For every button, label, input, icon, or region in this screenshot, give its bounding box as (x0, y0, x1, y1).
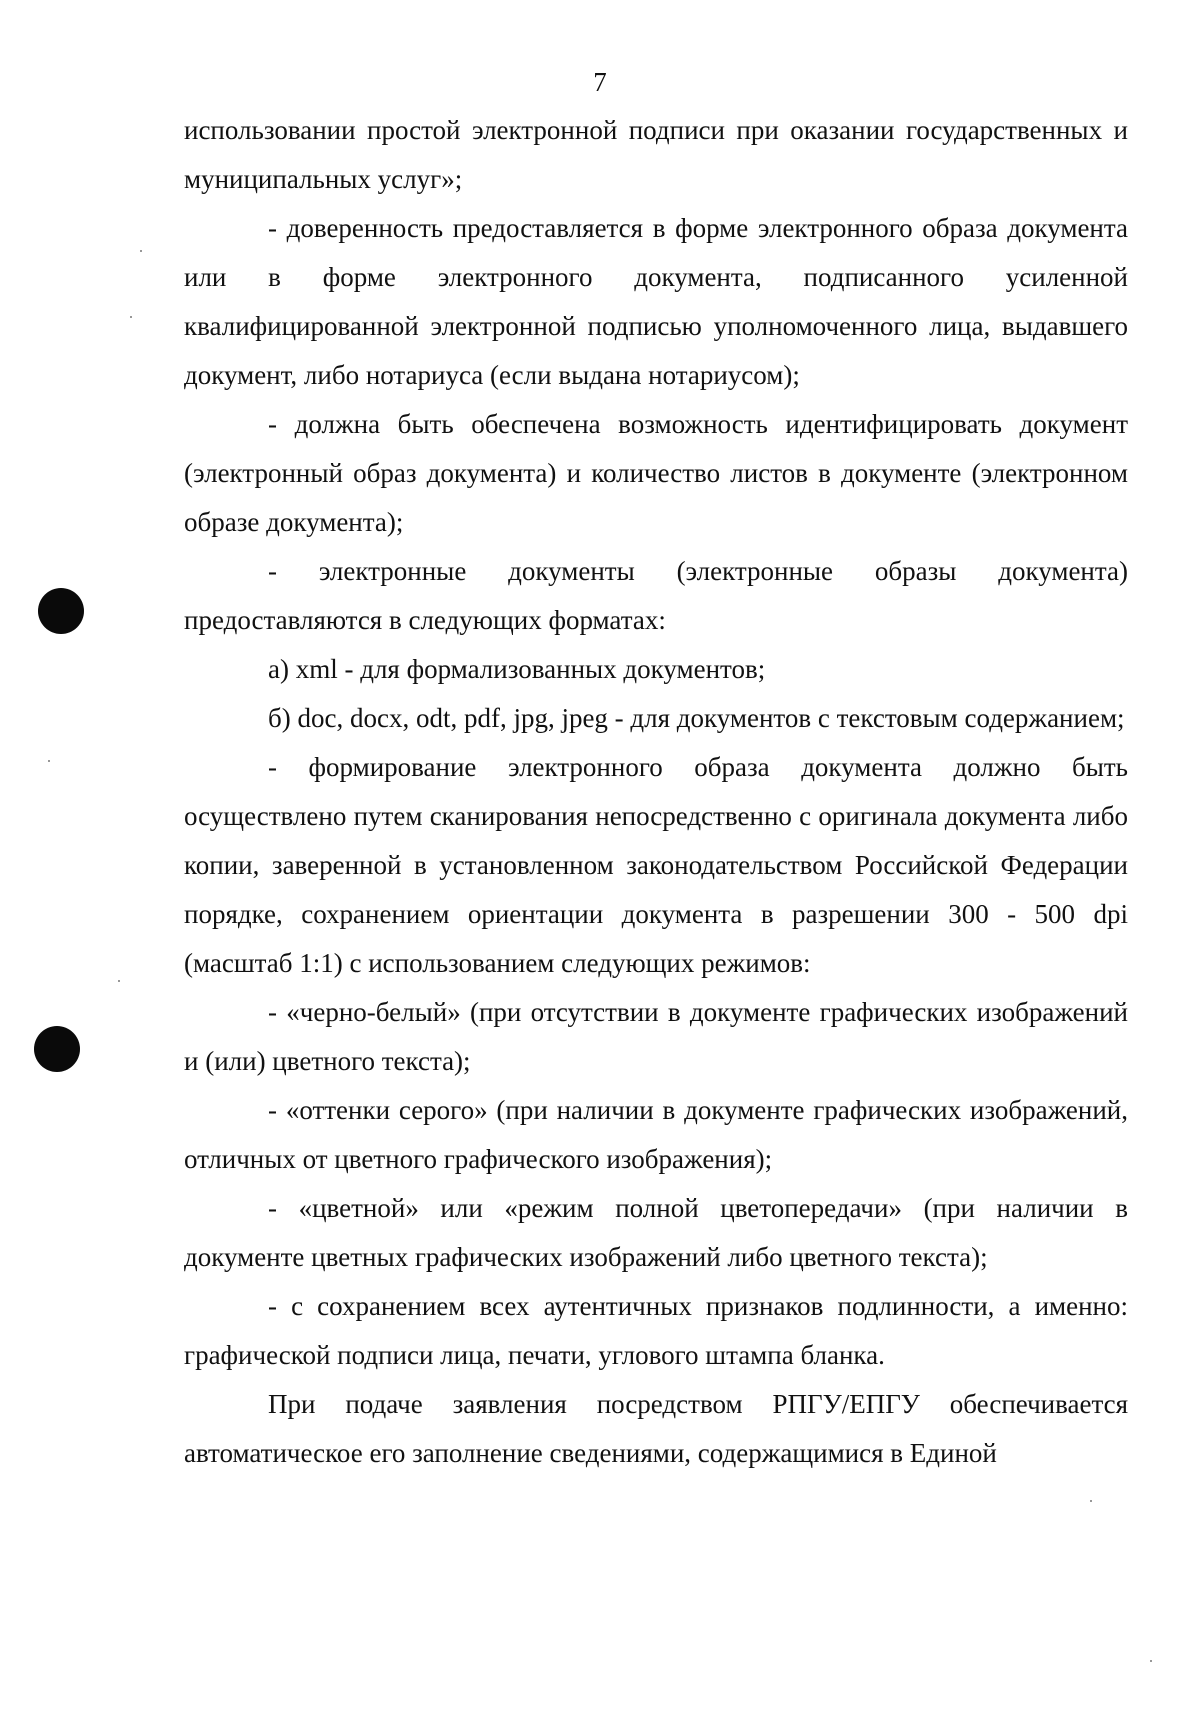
paragraph: - должна быть обеспечена возможность идентифицировать документ (электронный образ документа) и количество листов в документе (электронном образе документа); (184, 409, 1128, 537)
paragraph: - формирование электронного образа документа должно быть осуществлено путем сканирования непосредственно с оригинала документа либо копии, заверенной в установленном законодательством Российской Федерации порядке, сохранением ориентации документа в разрешении 300 - 500 dpi (масштаб 1:1) с использованием следующих режимов: (184, 752, 1128, 978)
scan-speck (130, 316, 132, 318)
page-number: 7 (593, 67, 607, 97)
hole-punch-mark (38, 588, 84, 634)
paragraph: При подаче заявления посредством РПГУ/ЕПГУ обеспечивается автоматическое его заполнение сведениями, содержащимися в Единой (184, 1389, 1128, 1468)
paragraph: использовании простой электронной подписи при оказании государственных и муниципальных услуг»; (184, 115, 1128, 194)
paragraph: - «черно-белый» (при отсутствии в документе графических изображений и (или) цветного текста); (184, 997, 1128, 1076)
scan-speck (140, 250, 142, 252)
paragraph: б) doc, docx, odt, pdf, jpg, jpeg - для документов с текстовым содержанием; (268, 703, 1125, 733)
scan-speck (1090, 1500, 1092, 1502)
paragraph: - «оттенки серого» (при наличии в документе графических изображений, отличных от цветного графического изображения); (184, 1095, 1128, 1174)
paragraph: а) xml - для формализованных документов; (268, 654, 766, 684)
scan-speck (118, 980, 120, 982)
scan-speck (1150, 1660, 1152, 1662)
hole-punch-mark (34, 1026, 80, 1072)
paragraph: - «цветной» или «режим полной цветопередачи» (при наличии в документе цветных графических изображений либо цветного текста); (184, 1193, 1128, 1272)
document-body (184, 106, 1128, 1478)
paragraph: - с сохранением всех аутентичных признаков подлинности, а именно: графической подписи лица, печати, углового штампа бланка. (184, 1291, 1128, 1370)
paragraph: - электронные документы (электронные образы документа) предоставляются в следующих форматах: (184, 556, 1128, 635)
scan-speck (48, 760, 50, 762)
paragraph: - доверенность предоставляется в форме электронного образа документа или в форме электронного документа, подписанного усиленной квалифицированной электронной подписью уполномоченного лица, выдавшего документ, либо нотариуса (если выдана нотариусом); (184, 213, 1128, 390)
